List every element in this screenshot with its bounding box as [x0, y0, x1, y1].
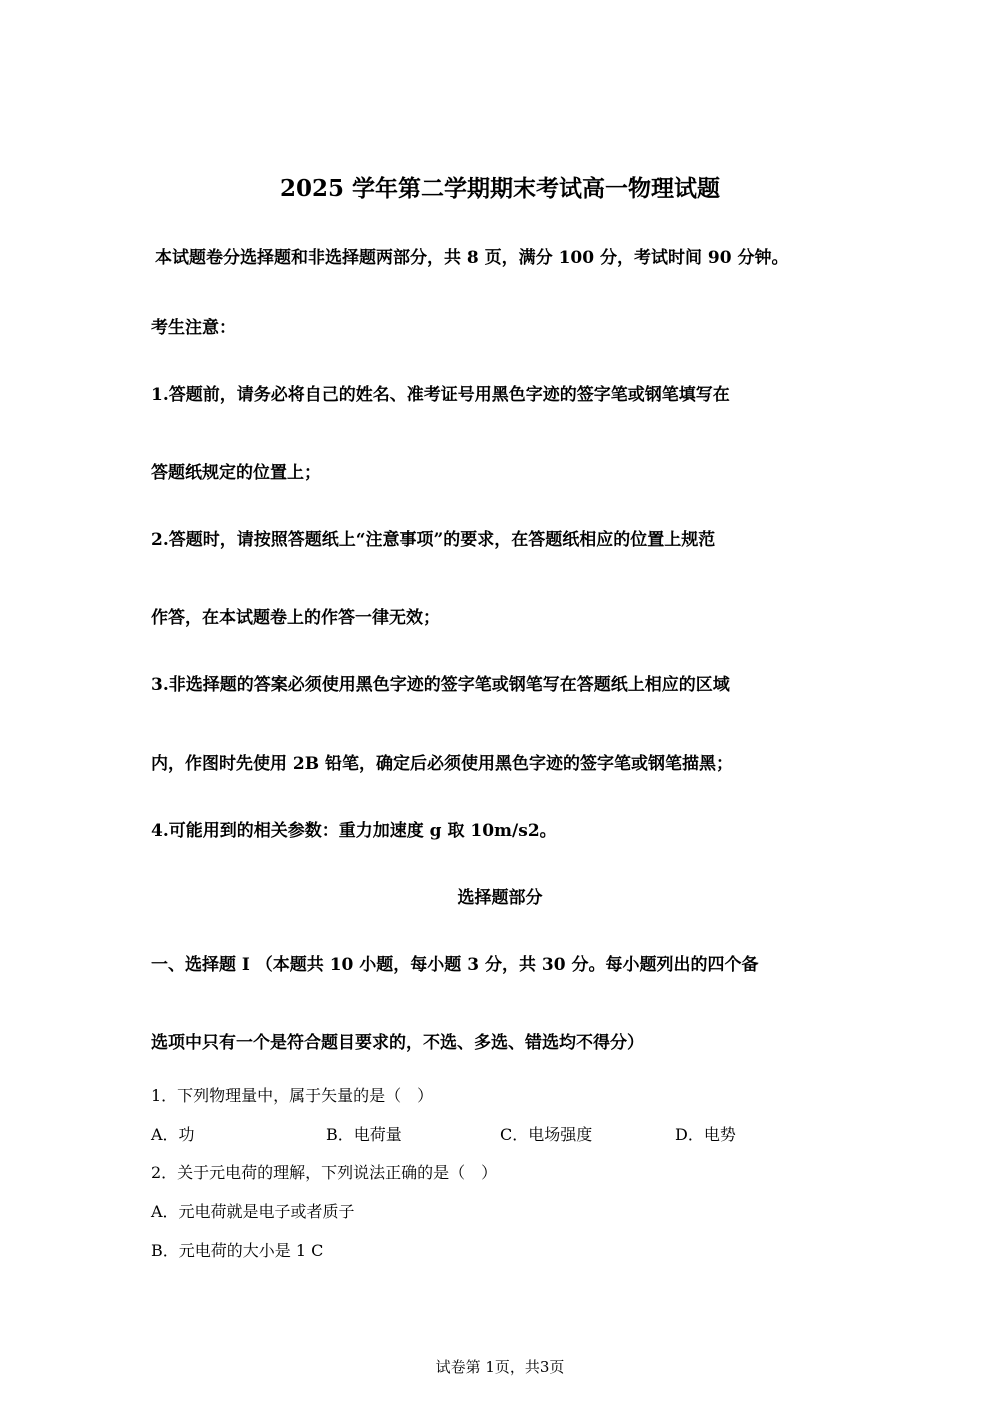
notice-line: 3.非选择题的答案必须使用黑色字迹的签字笔或钢笔写在答题纸上相应的区域	[151, 675, 730, 695]
notice-line: 1.答题前，请务必将自己的姓名、准考证号用黑色字迹的签字笔或钢笔填写在	[151, 385, 730, 405]
notice-line: 2.答题时，请按照答题纸上“注意事项”的要求，在答题纸相应的位置上规范	[151, 530, 716, 550]
question-1-option-c: C．电场强度	[500, 1125, 593, 1144]
exam-intro: 本试题卷分选择题和非选择题两部分，共 8 页，满分 100 分，考试时间 90 分钟。	[155, 248, 789, 268]
notice-line: 4.可能用到的相关参数：重力加速度 g 取 10m/s2。	[151, 821, 557, 841]
question-1-stem: 1．下列物理量中，属于矢量的是（ ）	[151, 1086, 434, 1105]
page-footer: 试卷第 1页，共3页	[435, 1358, 565, 1376]
question-2-option-a: A．元电荷就是电子或者质子	[151, 1202, 355, 1221]
part-heading: 选项中只有一个是符合题目要求的，不选、多选、错选均不得分）	[151, 1033, 644, 1053]
exam-title: 2025 学年第二学期期末考试高一物理试题	[279, 175, 721, 202]
question-2-stem: 2．关于元电荷的理解，下列说法正确的是（ ）	[151, 1163, 498, 1182]
notice-line: 内，作图时先使用 2B 铅笔，确定后必须使用黑色字迹的签字笔或钢笔描黑；	[151, 754, 734, 774]
section-title: 选择题部分	[457, 888, 543, 908]
question-2-option-b: B．元电荷的大小是 1 C	[151, 1241, 324, 1260]
question-1-option-a: A．功	[151, 1125, 195, 1144]
part-heading: 一、选择题 I （本题共 10 小题，每小题 3 分，共 30 分。每小题列出的四个备	[151, 955, 759, 975]
notice-line: 作答，在本试题卷上的作答一律无效；	[151, 608, 440, 628]
notice-heading: 考生注意：	[151, 318, 236, 338]
question-1-option-b: B．电荷量	[326, 1125, 402, 1144]
notice-line: 答题纸规定的位置上；	[151, 463, 321, 483]
question-1-option-d: D．电势	[675, 1125, 736, 1144]
